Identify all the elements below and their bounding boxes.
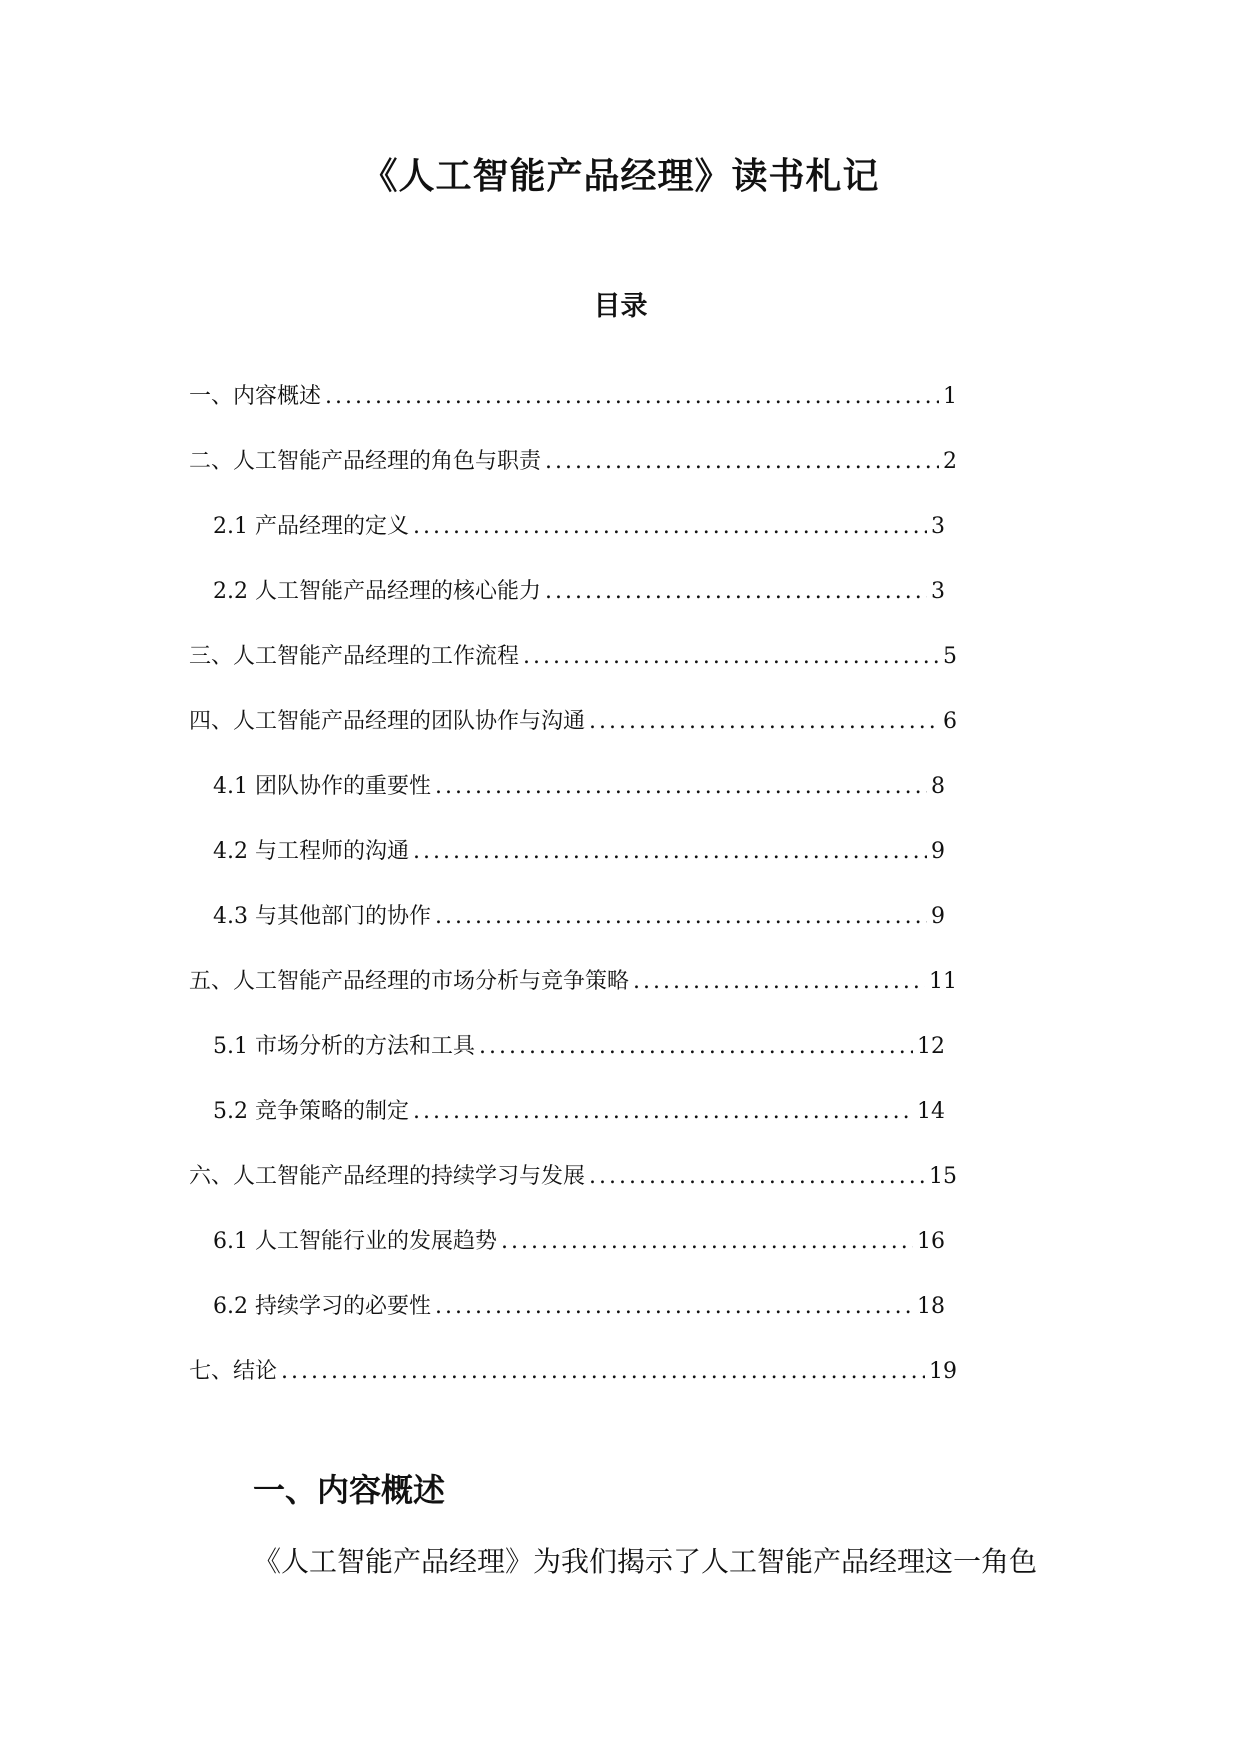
toc-entry-label: 2.2 人工智能产品经理的核心能力 [213,579,541,604]
toc-dot-leader [413,837,927,867]
toc-subentry[interactable] [189,1292,957,1357]
toc-entry-label: 5.1 市场分析的方法和工具 [213,1034,475,1059]
toc-entry-label: 六、人工智能产品经理的持续学习与发展 [189,1164,586,1189]
toc-subentry[interactable] [189,1032,957,1097]
toc-dot-leader [501,1227,913,1257]
toc-heading: 目录 [593,291,648,322]
toc-page-number: 15 [929,1164,957,1189]
toc-dot-leader [589,1162,925,1192]
toc-dot-leader [413,512,927,542]
toc-page-number: 12 [917,1034,945,1059]
toc-dot-leader [413,1097,913,1127]
toc-subentry[interactable] [189,772,957,837]
toc-entry-label: 四、人工智能产品经理的团队协作与沟通 [189,709,586,734]
toc-page-number: 16 [917,1229,945,1254]
toc-dot-leader [545,577,927,607]
toc-entry-label: 4.2 与工程师的沟通 [213,839,409,864]
toc-page-number: 19 [929,1359,957,1384]
toc-dot-leader [435,902,927,932]
toc-page-number: 18 [917,1294,945,1319]
toc-dot-leader [435,1292,913,1322]
toc-entry-label: 6.1 人工智能行业的发展趋势 [213,1229,497,1254]
toc-dot-leader [325,382,939,412]
toc-page-number: 8 [931,774,945,799]
toc-entry-label: 七、结论 [189,1359,278,1384]
toc-entry-label: 4.1 团队协作的重要性 [213,774,431,799]
toc-entry[interactable] [189,1162,957,1227]
toc-entry[interactable] [189,642,957,707]
toc-page-number: 3 [931,579,945,604]
toc-entry-label: 6.2 持续学习的必要性 [213,1294,431,1319]
toc-entry-label: 五、人工智能产品经理的市场分析与竞争策略 [189,969,630,994]
toc-entry[interactable] [189,1357,957,1422]
toc-dot-leader [589,707,939,737]
toc-subentry[interactable] [189,577,957,642]
toc-entry-label: 5.2 竞争策略的制定 [213,1099,409,1124]
toc-entry[interactable] [189,967,957,1032]
toc-page-number: 3 [931,514,945,539]
toc-subentry[interactable] [189,1227,957,1292]
toc-page-number: 9 [931,904,945,929]
toc-entry-label: 2.1 产品经理的定义 [213,514,409,539]
toc-dot-leader [479,1032,913,1062]
toc-page-number: 5 [943,644,957,669]
table-of-contents [189,382,957,1422]
toc-page-number: 2 [943,449,957,474]
body-paragraph: 《人工智能产品经理》为我们揭示了人工智能产品经理这一角色 [253,1545,1038,1578]
toc-subentry[interactable] [189,1097,957,1162]
toc-page-number: 11 [929,969,957,994]
toc-entry-label: 二、人工智能产品经理的角色与职责 [189,449,542,474]
toc-entry-label: 三、人工智能产品经理的工作流程 [189,644,520,669]
toc-dot-leader [435,772,927,802]
toc-page-number: 14 [917,1099,945,1124]
toc-entry[interactable] [189,447,957,512]
section-heading: 一、内容概述 [253,1471,446,1509]
toc-page-number: 6 [943,709,957,734]
toc-subentry[interactable] [189,902,957,967]
toc-dot-leader [545,447,939,477]
toc-page-number: 1 [943,384,957,409]
toc-dot-leader [523,642,939,672]
toc-dot-leader [281,1357,925,1387]
toc-entry-label: 一、内容概述 [189,384,322,409]
toc-dot-leader [633,967,925,997]
toc-entry[interactable] [189,382,957,447]
toc-subentry[interactable] [189,837,957,902]
toc-entry[interactable] [189,707,957,772]
toc-page-number: 9 [931,839,945,864]
toc-entry-label: 4.3 与其他部门的协作 [213,904,431,929]
document-title: 《人工智能产品经理》读书札记 [361,155,880,197]
toc-subentry[interactable] [189,512,957,577]
